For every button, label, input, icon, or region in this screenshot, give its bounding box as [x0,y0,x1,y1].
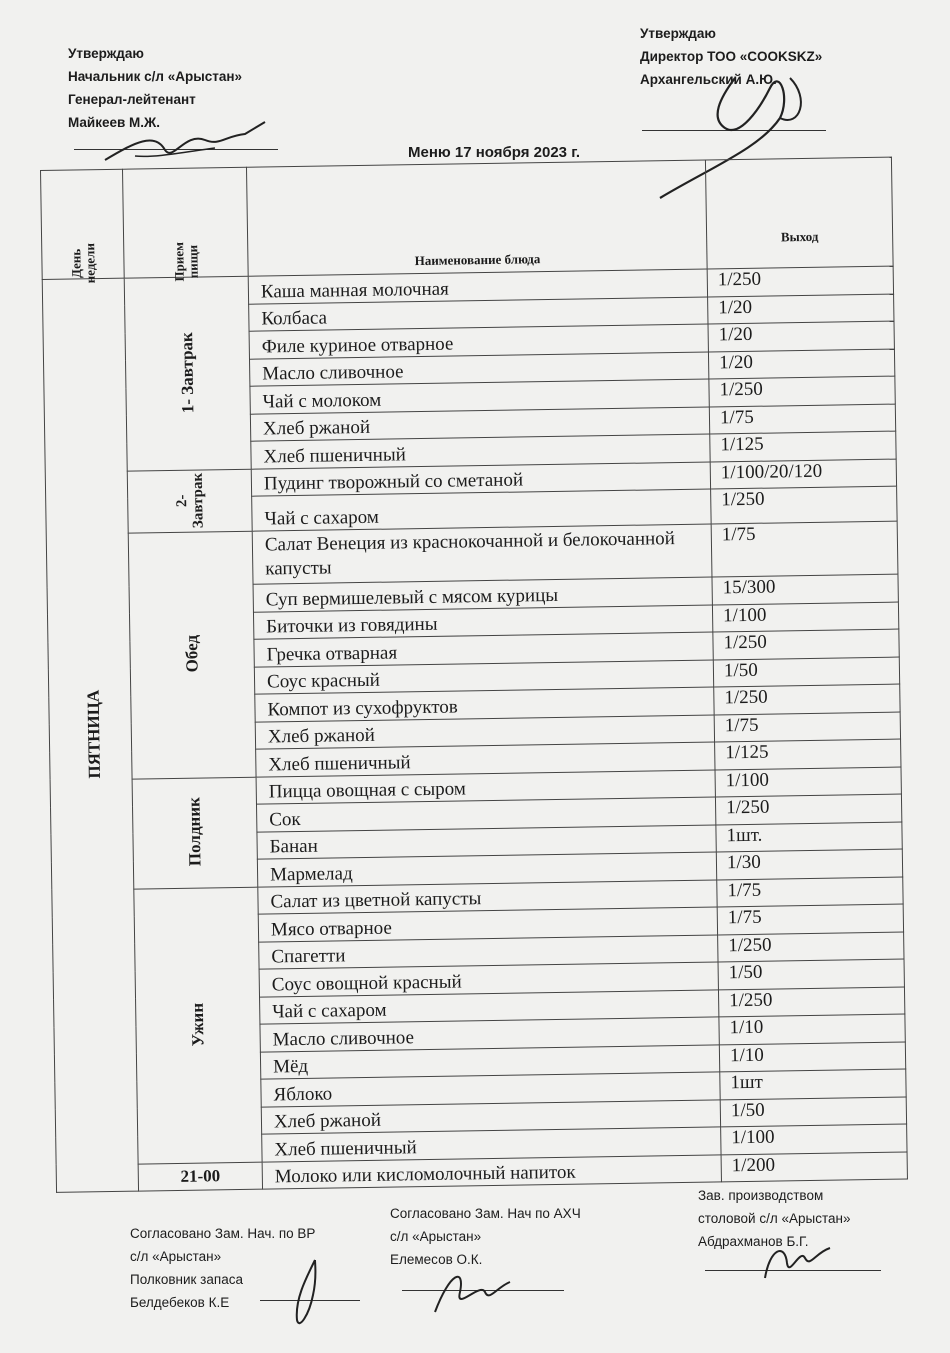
dish-output: 1/250 [711,486,898,524]
day-cell [42,278,138,1192]
dish-output: 1/75 [717,877,903,907]
dish-output: 1/10 [719,1042,905,1072]
dish-name: Гречка отварная [254,632,713,667]
dish-output: 1шт [720,1069,906,1099]
dish-output: 1/75 [711,521,898,577]
approval-line: Директор ТОО «COOKSKZ» [640,49,823,64]
signature-left [95,112,275,172]
meal-label: Полдник [184,796,205,867]
dish-output: 1/250 [713,629,899,659]
dish-name: Масло сливочное [249,352,708,387]
dish-name: Хлеб пшеничный [262,1127,721,1162]
meal-cell-snack [132,777,258,889]
dish-output: 1/250 [714,684,900,714]
header-meal-label: Прием пищи [170,241,201,282]
footer-line: с/л «Арыстан» [390,1229,482,1244]
dish-name: Мясо отварное [258,907,717,942]
menu-table [40,157,908,1193]
meal-cell-dinner [134,887,262,1164]
dish-name: Хлеб ржаной [261,1099,720,1134]
footer-line: Согласовано Зам. Нач по АХЧ [390,1206,581,1221]
footer-line: столовой с/л «Арыстан» [698,1211,851,1226]
dish-output: 1/20 [708,321,894,351]
header-day-label: День недели [67,243,98,284]
meal-cell-evening: 21-00 [138,1162,262,1191]
dish-output: 1/250 [718,987,904,1017]
dish-name: Сок [256,797,715,832]
menu-table-container [40,157,908,1188]
footer-line: Абдрахманов Б.Г. [698,1234,809,1249]
dish-name: Филе куриное отварное [249,324,708,359]
dish-output: 1/75 [709,404,895,434]
dish-name: Каша манная молочная [248,269,707,304]
dish-output: 1/50 [720,1097,906,1127]
dish-output: 1/20 [708,349,894,379]
footer-block-ahch [390,1202,581,1271]
dish-name: Суп вермишелевый с мясом курицы [253,577,712,612]
dish-name: Пицца овощная с сыром [256,769,715,804]
signature-production [755,1238,835,1288]
dish-output: 1/20 [708,294,894,324]
dish-name: Компот из сухофруктов [255,687,714,722]
header-output: Выход [705,157,893,269]
dish-name: Хлеб пшеничный [256,742,715,777]
dish-name: Салат из цветной капусты [258,879,717,914]
dish-name: Хлеб ржаной [250,407,709,442]
footer-line: Белдебеков К.Е [130,1295,230,1310]
dish-name: Хлеб пшеничный [251,434,710,469]
footer-line: Полковник запаса [130,1272,243,1287]
meal-label: 1- Завтрак [177,331,198,414]
dish-name: Биточки из говядины [253,604,712,639]
day-label: ПЯТНИЦА [83,689,104,779]
dish-name: Масло сливочное [260,1017,719,1052]
dish-output: 1/10 [719,1014,905,1044]
meal-label: Обед [181,635,202,673]
meal-cell-breakfast-1 [124,276,251,470]
approval-line: Утверждаю [640,26,716,41]
footer-line: Зав. производством [698,1188,824,1203]
dish-name: Пудинг творожный со сметаной [251,462,710,497]
approval-line: Генерал-лейтенант [68,92,196,107]
dish-name: Чай с молоком [250,379,709,414]
dish-name: Соус овощной красный [259,962,718,997]
approval-line: Начальник с/л «Арыстан» [68,69,243,84]
dish-name: Яблоко [261,1072,720,1107]
footer-line: Елемесов О.К. [390,1252,483,1267]
dish-name: Салат Венеция из краснокочанной и белокочанной капусты [252,524,712,584]
dish-output: 1/30 [716,849,902,879]
dish-name: Банан [257,824,716,859]
dish-output: 1/50 [713,657,899,687]
dish-name: Чай с сахаром [252,489,711,531]
dish-output: 1/100 [715,767,901,797]
page-title: Меню 17 ноября 2023 г. [408,144,581,161]
dish-output: 1/250 [715,794,901,824]
dish-output: 1шт. [716,822,902,852]
dish-output: 1/125 [715,739,901,769]
dish-output: 1/75 [714,712,900,742]
approval-line: Архангельский А.Ю. [640,72,777,87]
dish-name: Колбаса [249,297,708,332]
dish-output: 15/300 [712,574,898,604]
dish-name: Чай с сахаром [260,989,719,1024]
dish-output: 1/200 [721,1152,907,1182]
approval-line: Утверждаю [68,46,144,61]
meal-label: 2- Завтрак [173,472,207,529]
dish-output: 1/50 [718,959,904,989]
approval-line: Майкеев М.Ж. [68,115,160,130]
header-day [41,169,125,284]
signature-vr [285,1255,335,1335]
header-dish: Наименование блюда [246,160,707,276]
footer-line: с/л «Арыстан» [130,1249,222,1264]
dish-name: Мёд [260,1044,719,1079]
dish-name: Мармелад [257,852,716,887]
header-meal [122,167,248,282]
meal-cell-breakfast-2 [127,469,252,533]
dish-name: Хлеб ржаной [255,714,714,749]
dish-output: 1/75 [717,904,903,934]
dish-name: Молоко или кисломолочный напиток [262,1154,721,1189]
dish-output: 1/250 [709,376,895,406]
dish-output: 1/125 [710,431,896,461]
signature-ahch [425,1262,515,1322]
dish-name: Спагетти [259,934,718,969]
dish-output: 1/100 [721,1124,907,1154]
dish-output: 1/100/20/120 [710,459,896,489]
meal-cell-lunch [128,531,256,778]
dish-output: 1/250 [707,266,893,296]
dish-output: 1/100 [712,602,898,632]
dish-name: Соус красный [254,659,713,694]
meal-label: Ужин [187,1002,208,1046]
footer-line: Согласовано Зам. Нач. по ВР [130,1226,316,1241]
dish-output: 1/250 [718,932,904,962]
